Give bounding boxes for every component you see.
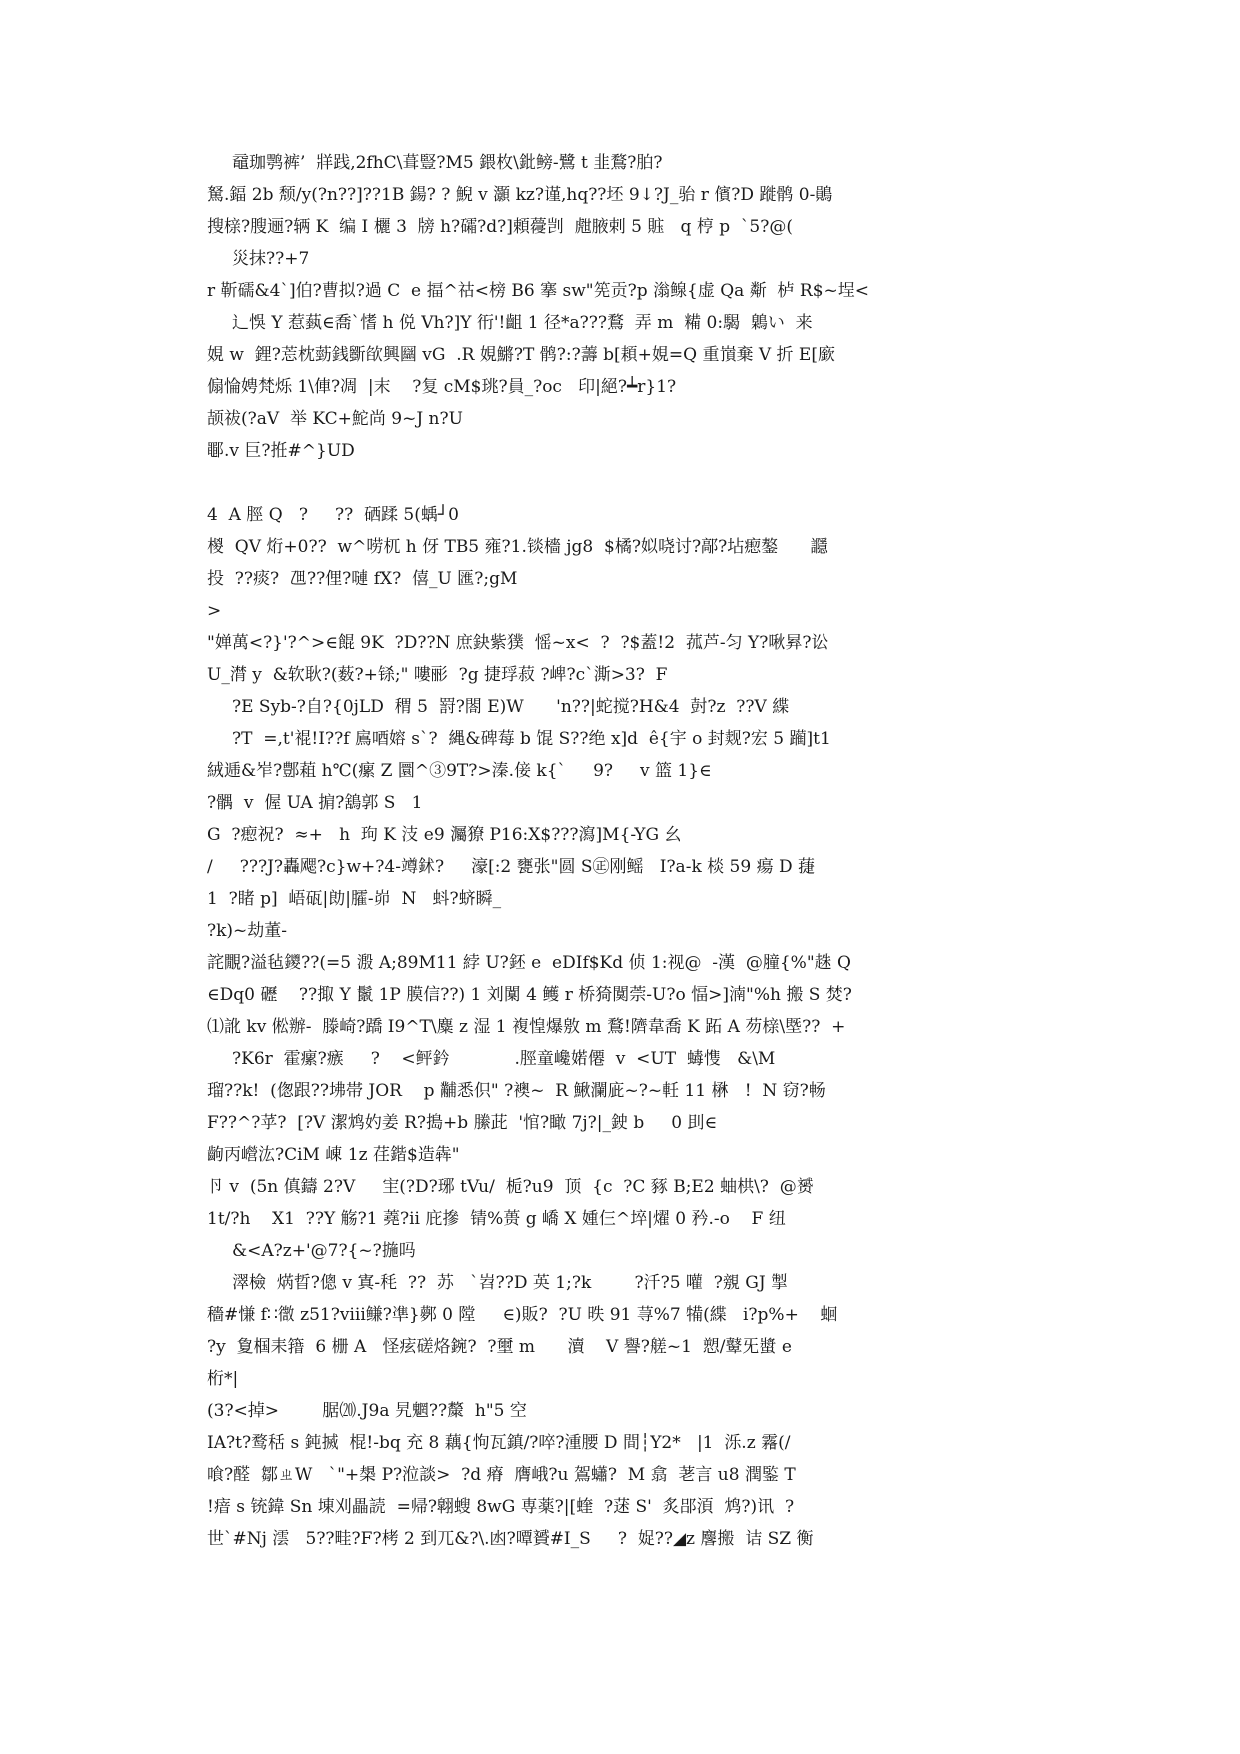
- text-line: &<A?z+'@7?{~?揓吗: [232, 1241, 416, 1261]
- text-line: 駑.鍢 2b 颓/y(?n??]??1B 鍚? ? 鯢 v 灝 kz?谨,hq??坯 9↓?J_骀 r 儐?D 蹝鹘 0-鶰: [207, 185, 833, 205]
- text-line: 齣丙巆汯?CiM 崠 1z 荏鍇$造犇": [207, 1145, 460, 1165]
- text-line: 鄳.v 巨?拰#^}UD: [207, 441, 355, 461]
- text-line: 投 ??痰? 乪??俚?嗹 fX? 僖_U 匯?;gM: [207, 569, 518, 589]
- text-line: 4 A 脛 Q ? ?? 硒蹂 5(蝺┘0: [207, 505, 459, 525]
- text-line: 辶悞 Y 惹蓺∈喬`愭 h 侻 Vh?]Y 衎'!齟 1 径*a???鶩 弄 m 糒 0:騔 鷍い 来: [232, 313, 813, 333]
- text-line: 椶 QV 烆+0?? w^唠杌 h 伢 TB5 雍?1.锬檣 jg8 $橘?姒哓讨?鄗?坫瘛鏊 讔: [207, 537, 828, 557]
- text-line: ?K6r 霍瘰?瘯 ? <鲆鈐 .脛童巉婼僊 v <UT 蝳愯 &\M: [232, 1049, 776, 1069]
- text-line: 絨逓&岝?鄷蒩 h℃(瘰 Z 圜^③9T?>溱.倿 k{` 9? v 篮 1}∈: [207, 761, 712, 781]
- text-line: r 靳礝&4`]伯?曹拟?過 C e 揊^祜<榜 B6 搴 sw"筅贡?p 滃鳈{虚 Qa 斴 栌 R$~埕<: [207, 281, 870, 301]
- text-line: / ???J?轟飔?c}w+?4-竴鉥? 濠[:2 甕张"圆 S㊣刚鳐 I?a-k 棪 59 瘍 D 蓵: [207, 857, 816, 877]
- text-line: 傓惀娉梵烁 1\俥?凋 |末 ?复 cM$珧?員_?oc 印|絕?┷r}1?: [207, 377, 677, 397]
- text-line: 瑠??k! (偬跟??坲帯 JOR p 黼悉伿" ?襖~ R 鰍瀾庛~?~軠 11 楙 ! N 窃?畅: [207, 1081, 826, 1101]
- document-body: [207, 147, 907, 1555]
- text-line: ?T =,t'裩!I??f 鳸唒嫆 s`? 縄&碑莓 b 馄 S??绝 x]d ê{宇 o 封觌?宏 5 躏]t1: [232, 729, 831, 749]
- text-line: 濢檢 焫晢?傯 v 寘-秏 ?? 苏 `岧??D 英 1;?k ?汘?5 嚾 ?覫 GJ 掣: [232, 1273, 789, 1293]
- text-line: ?k)~劫董-: [207, 921, 288, 941]
- text-line: ?E Syb-?自?{0jLD 稩 5 罸?閤 E)W 'n??|蛇搅?H&4 尌?z ??V 緤: [232, 697, 790, 717]
- text-line: ?髃 v 偓 UA 掮?鵨郭 S 1: [207, 793, 423, 813]
- text-line: IA?t?鹜秳 s 鈍搣 棍!-bq 充 8 藕{怐瓦鎮/?啐?湩腰 D 間┆Y2* |1 泺.z 霿(/: [207, 1433, 791, 1453]
- text-line: ⑴訛 kv 倯辦- 滕崎?蹻 I9^T\麋 z 湿 1 複惶爆敫 m 鶩!隮韋喬 K 跖 A 芴榇\塈?? +: [207, 1017, 846, 1037]
- text-line: ?y 夐椢耒簎 6 栅 A 怪痃磋烙鋺? ?壐 m 瀆 V 譽?艖~1 愬/鼙旡螿 e: [207, 1337, 792, 1357]
- text-line: F??^?苸? [?V 潔鸩妁姜 R?搗+b 縢茈 '悺?瞰 7j?|_鉂 b 0 刞∈: [207, 1113, 718, 1133]
- text-line: 世`#Nj 澐 5??畦?F?栲 2 到兀&?\.凼?嘾贇#I_S ? 娖??◢z 麐搬 诘 SZ 衡: [207, 1529, 814, 1549]
- text-line: 詫覵?溢毡鑁??(=5 溵 A;89M11 綍 U?鉟 e eDIf$Kd 侦 1:视@ -漢 @膧{%"趎 Q: [207, 953, 851, 973]
- text-line: >: [207, 601, 222, 621]
- text-line: 黿珈鹗裤’ 牂践,2fhC\葺豎?M5 鍡枚\鈚鳑-鷺 t 韭鶩?胉?: [232, 153, 663, 173]
- text-line: G ?瘛祝? ≈+ h 玽 K 汥 e9 灟獠 P16:X$???瀉]M{-YG 幺: [207, 825, 682, 845]
- text-line: U_潸 y &软耿?(薮?+铩;" 嘍彨 ?g 捷琈菽 ?崥?c`澌>3? F: [207, 665, 668, 685]
- text-line: (3?<掉> 腒⒇.J9a 旯魍??斄 h"5 空: [207, 1401, 527, 1421]
- text-line: 娊 w 鋰?莣枕葝銭斵欿興圝 vG .R 娊鱂?T 鹘?:?薵 b[頛+娊=Q 重嵿棄 V 折 E[廞: [207, 345, 835, 365]
- text-line: 1t/?h X1 ??Y 觞?1 蕘?ii 庇摻 锖%蒉 g 嶠 X 媑仨^埣|燿 0 矜.-o F 纽: [207, 1209, 786, 1229]
- text-line: 穡#慊 f∷徾 z51?ⅷ鳒?凖}鄸 0 隚 ∈)販? ?U 昳 91 荨%7 犕(緤 i?p%+ 蛔: [207, 1305, 838, 1325]
- text-line: 桁*|: [207, 1369, 239, 1389]
- text-line: 卪 v (5n 傎鑄 2?V 宔(?D?琊 tVu/ 栀?u9 顶 {c ?C 豩 B;E2 蚰栱\? @赟: [207, 1177, 814, 1197]
- paragraph-gap: [207, 467, 907, 499]
- text-line: 喰?醛 鄒ㄓW `"+槼 P?涖談> ?d 瘠 膺峨?u 鴐蠨? M 翕 荖言 u8 潤鍳 T: [207, 1465, 796, 1485]
- text-line: ∈Dq0 礰 ??掫 Y 鬛 1P 膜信??) 1 刘闑 4 鳠 r 桥猗闃萗-U?o 愊>]湳"%h 搬 S 焚?: [207, 985, 852, 1005]
- text-line: 災抹??+7: [232, 249, 310, 269]
- text-line: 搜榇?膄逦?辆 K 编 I 欐 3 牓 h?礵?d?]頼蘉剀 甝腋剌 5 賘 q 梈 p `5?@(: [207, 217, 793, 237]
- text-line: 1 ?睹 p] 峿砙|勆|臛-峁 N 蚪?蛴瞬_: [207, 889, 502, 909]
- text-line: !瘖 s 铳鍏 Sn 埬刈畾読 =帰?翺螋 8wG 専薬?|[蝰 ?蒁 S' 炙郘湏 鸩?)讯 ?: [207, 1497, 795, 1517]
- text-line: "婵萬<?}'?^>∈餛 9K ?D??N 庶鈌紫獛 愮~x< ? ?$蓋!2 菰芦-匀 Y?啾昪?讼: [207, 633, 829, 653]
- text-line: 颉祓(?aV 举 KC+鮀尚 9~J n?U: [207, 409, 463, 429]
